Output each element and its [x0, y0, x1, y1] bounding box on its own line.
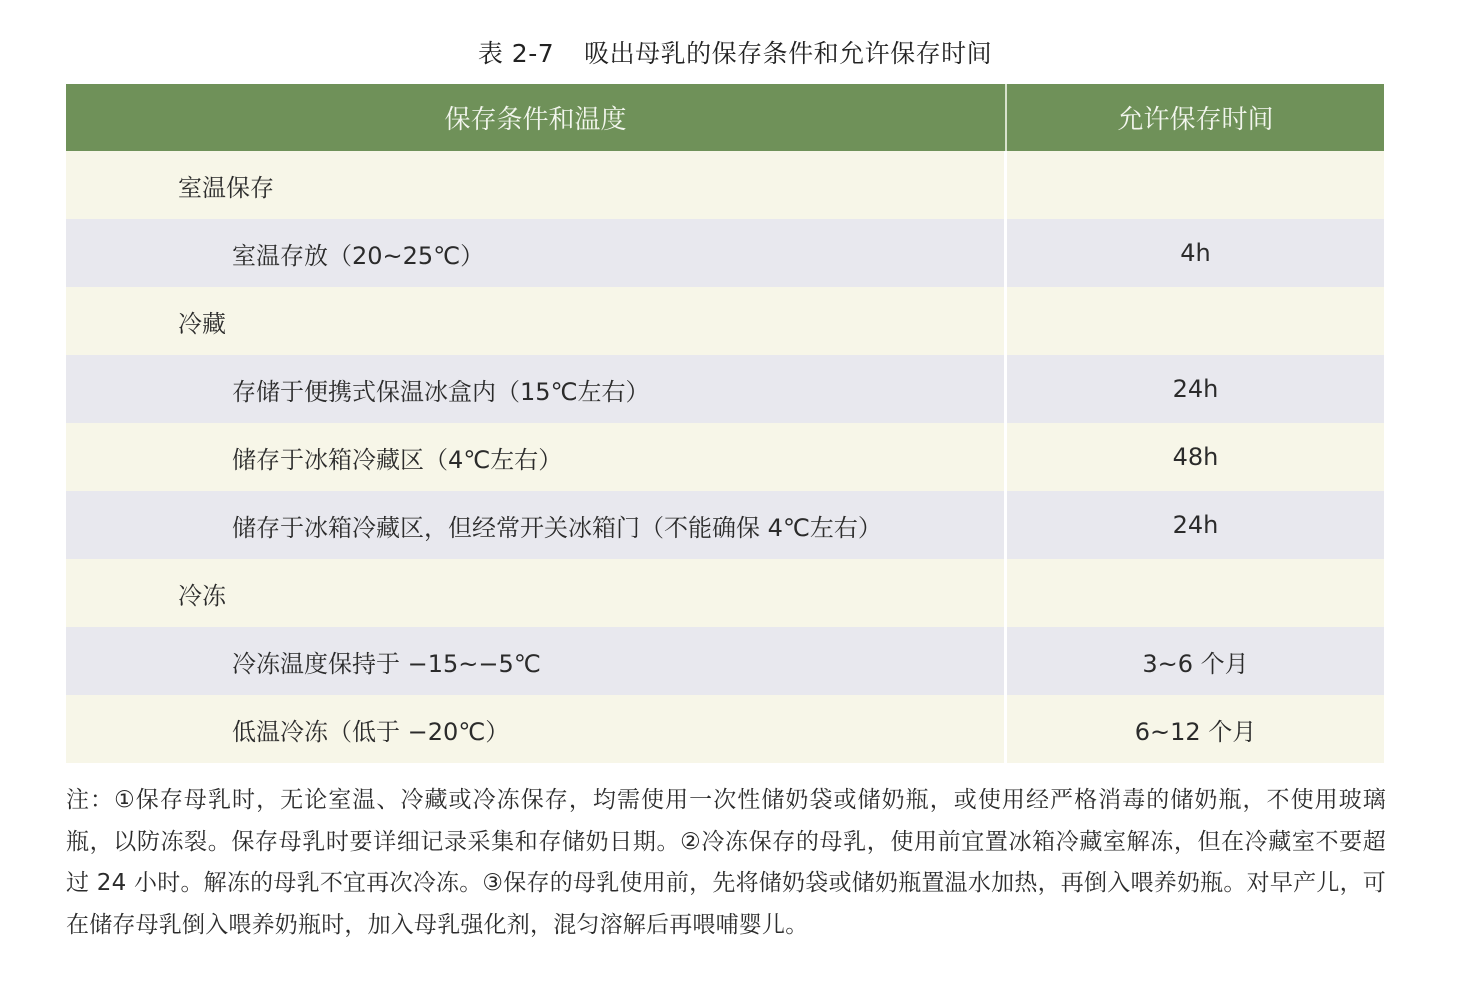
- table-row: [66, 423, 1384, 491]
- header-condition: 保存条件和温度: [66, 84, 1007, 151]
- row-time: [1007, 287, 1384, 355]
- row-time: 3~6 个月: [1142, 649, 1249, 678]
- table-row: [66, 695, 1384, 763]
- row-condition: 低温冷冻（低于 −20℃）: [66, 695, 1007, 763]
- table-row: [66, 287, 1384, 355]
- table-row: [66, 559, 1384, 627]
- row-condition: 室温存放（20~25℃）: [66, 219, 1007, 287]
- row-condition: 室温保存: [66, 151, 1007, 219]
- row-condition: 存储于便携式保温冰盒内（15℃左右）: [66, 355, 1007, 423]
- table-header-row: [66, 84, 1384, 151]
- row-condition: 冷冻温度保持于 −15~−5℃: [66, 627, 1007, 695]
- table-title: 吸出母乳的保存条件和允许保存时间: [584, 39, 993, 68]
- table-row: [66, 355, 1384, 423]
- row-time: 4h: [1180, 239, 1211, 267]
- table-row: [66, 491, 1384, 559]
- table-number: 表 2-7: [477, 39, 555, 68]
- row-condition: 冷冻: [66, 559, 1007, 627]
- row-condition: 冷藏: [66, 287, 1007, 355]
- header-time: 允许保存时间: [1117, 105, 1274, 135]
- row-time: 6~12 个月: [1134, 717, 1257, 746]
- table-row: [66, 151, 1384, 219]
- table-note: 注：①保存母乳时，无论室温、冷藏或冷冻保存，均需使用一次性储奶袋或储奶瓶，或使用经严格消毒的储奶瓶，不使用玻璃瓶，以防冻裂。保存母乳时要详细记录采集和存储奶日期。②冷冻保存的母乳，使用前宜置冰箱冷藏室解冻，但在冷藏室不要超过 24 小时。解冻的母乳不宜再次冷冻。③保存的母乳使用前，先将储奶袋或储奶瓶置温水加热，再倒入喂养奶瓶。对早产儿，可在储存母乳倒入喂养奶瓶时，加入母乳强化剂，混匀溶解后再喂哺婴儿。: [66, 787, 1386, 938]
- row-time: [1007, 559, 1384, 627]
- storage-table: [66, 84, 1384, 763]
- table-row: [66, 627, 1384, 695]
- row-time: 48h: [1172, 443, 1219, 471]
- row-time: 24h: [1172, 375, 1219, 403]
- row-time: [1007, 151, 1384, 219]
- table-caption: [0, 34, 1470, 70]
- row-time: 24h: [1172, 511, 1219, 539]
- table-row: [66, 219, 1384, 287]
- row-condition: 储存于冰箱冷藏区，但经常开关冰箱门（不能确保 4℃左右）: [66, 491, 1007, 559]
- row-condition: 储存于冰箱冷藏区（4℃左右）: [66, 423, 1007, 491]
